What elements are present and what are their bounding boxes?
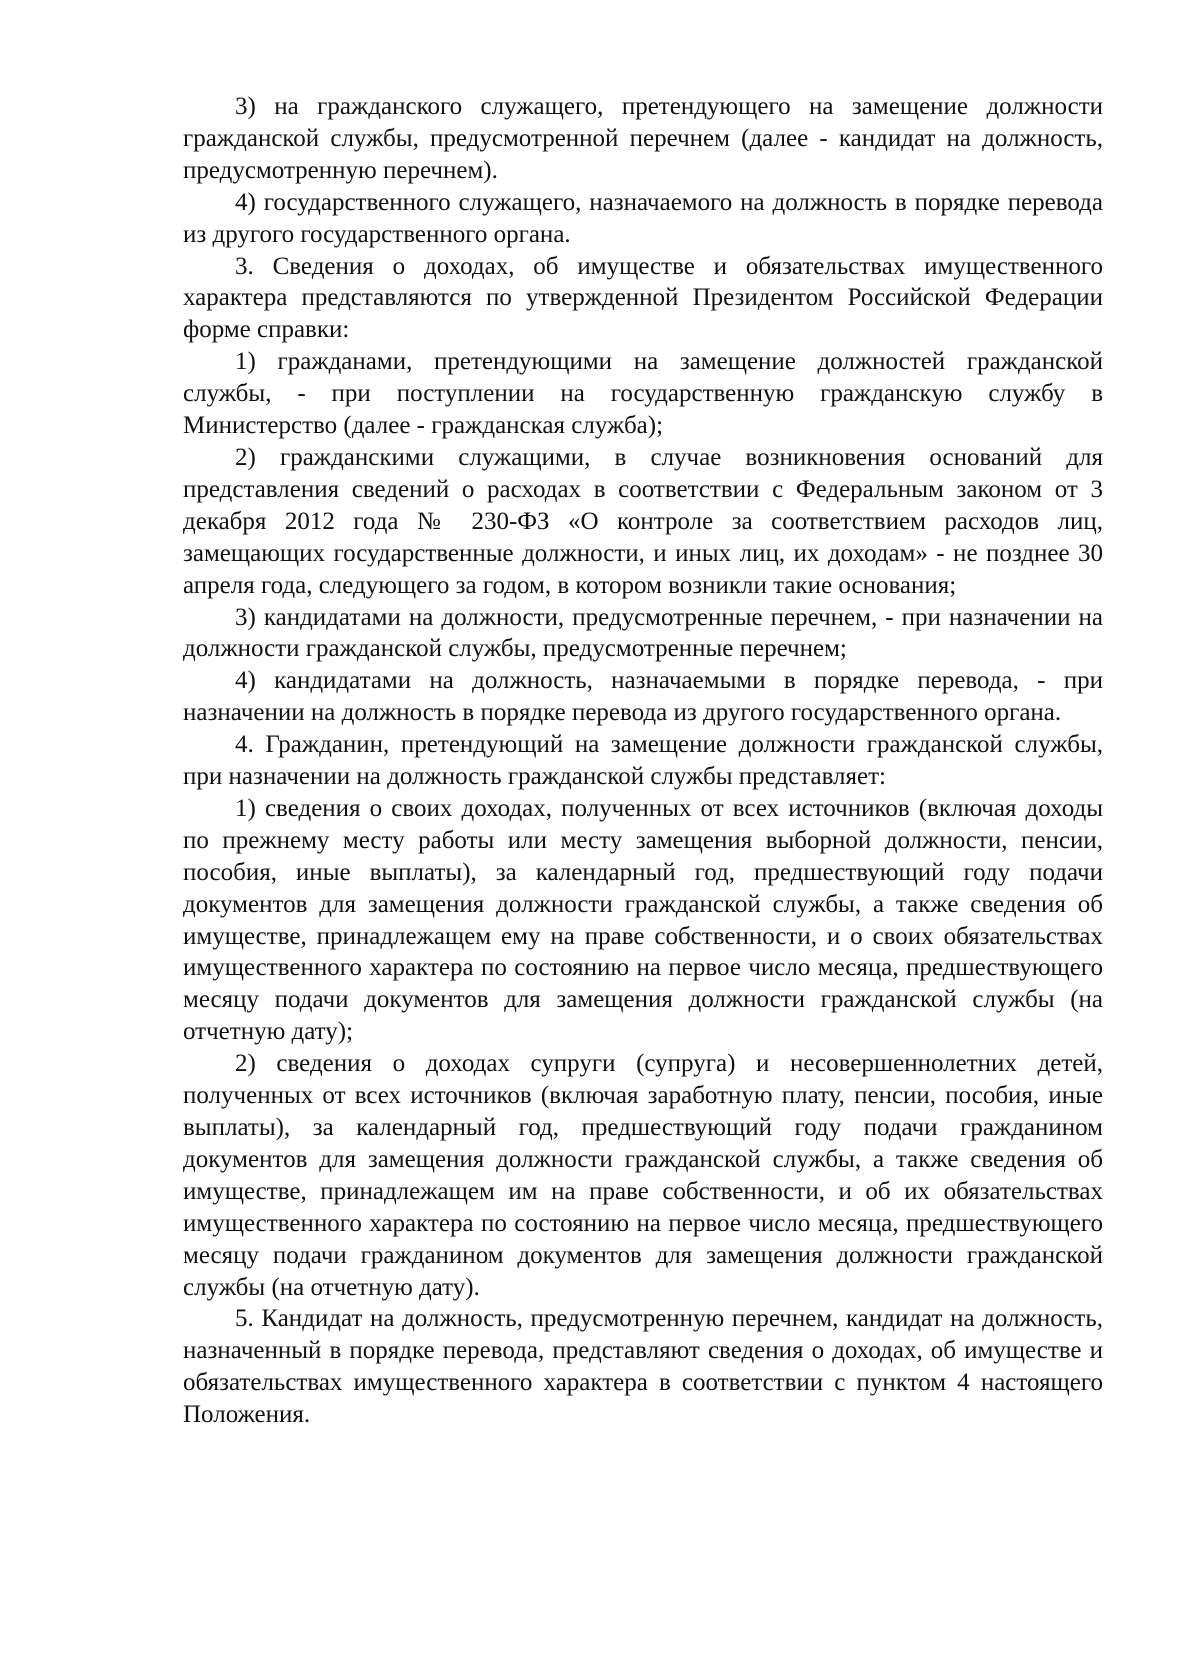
paragraph-section-3: 3. Сведения о доходах, об имуществе и обязательствах имущественного характера представляются по утвержденной Президентом Российской Федерации форме справки: [183, 252, 1103, 344]
paragraph-section-4-item-1: 1) сведения о своих доходах, полученных от всех источников (включая доходы по прежнему месту работы или месту замещения выборной должности, пенсии, пособия, иные выплаты), за календарный год, предшествующий году подачи документов для замещения должности гражданской службы, а также сведения об имуществе, принадлежащем ему на праве собственности, и о своих обязательствах имущественного характера по состоянию на первое число месяца, предшествующего месяцу подачи документов для замещения должности гражданской службы (на отчетную дату); [183, 794, 1103, 1046]
paragraph-section-5: 5. Кандидат на должность, предусмотренную перечнем, кандидат на должность, назначенный в порядке перевода, представляют сведения о доходах, об имуществе и обязательствах имущественного характера в соответствии с пунктом 4 настоящего Положения. [183, 1305, 1103, 1429]
paragraph-section-3-item-1: 1) гражданами, претендующими на замещение должностей гражданской службы, - при поступлении на государственную гражданскую службу в Министерство (далее - гражданская служба); [183, 348, 1103, 440]
paragraph-section-3-item-3: 3) кандидатами на должности, предусмотренные перечнем, - при назначении на должности гражданской службы, предусмотренные перечнем; [183, 603, 1103, 663]
document-body [183, 91, 1103, 1431]
paragraph-section-3-item-4: 4) кандидатами на должность, назначаемыми в порядке перевода, - при назначении на должность в порядке перевода из другого государственного органа. [183, 667, 1103, 727]
paragraph-section-3-item-2: 2) гражданскими служащими, в случае возникновения оснований для представления сведений о расходах в соответствии с Федеральным законом от 3 декабря 2012 года № 230-ФЗ «О контроле за соответствием расходов лиц, замещающих государственные должности, и иных лиц, их доходам» - не позднее 30 апреля года, следующего за годом, в котором возникли такие основания; [183, 443, 1103, 599]
paragraph-section-4: 4. Гражданин, претендующий на замещение должности гражданской службы, при назначении на должность гражданской службы представляет: [183, 731, 1103, 791]
paragraph-section-4-item-2: 2) сведения о доходах супруги (супруга) и несовершеннолетних детей, полученных от всех источников (включая заработную плату, пенсии, пособия, иные выплаты), за календарный год, предшествующий году подачи гражданином документов для замещения должности гражданской службы, а также сведения об имуществе, принадлежащем им на праве собственности, и об их обязательствах имущественного характера по состоянию на первое число месяца, предшествующего месяцу подачи гражданином документов для замещения должности гражданской службы (на отчетную дату). [183, 1050, 1103, 1301]
paragraph-item-4-transfer: 4) государственного служащего, назначаемого на должность в порядке перевода из другого государственного органа. [183, 188, 1103, 248]
paragraph-item-3-candidate: 3) на гражданского служащего, претендующего на замещение должности гражданской службы, предусмотренной перечнем (далее - кандидат на должность, предусмотренную перечнем). [183, 93, 1103, 184]
